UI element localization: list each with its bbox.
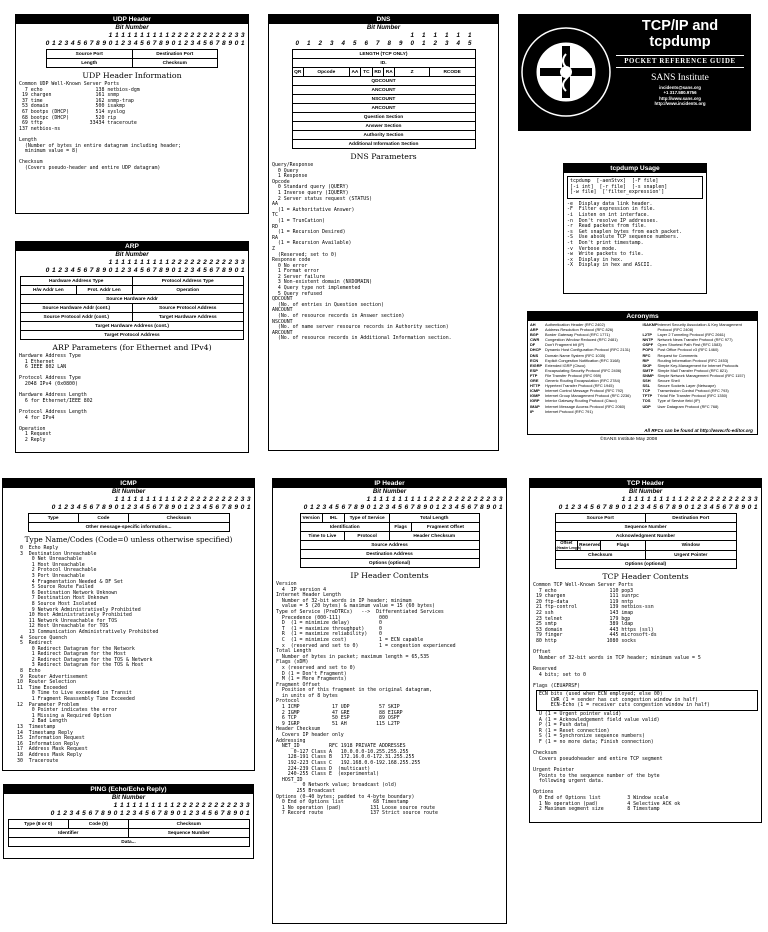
- udp-info-title: UDP Header Information: [82, 71, 182, 80]
- acronym-expansion: Trivial File Transfer Protocol (RFC 1350): [657, 393, 728, 399]
- field-id: ID.: [292, 59, 475, 68]
- bit-number-label: Bit Number: [628, 488, 663, 495]
- icmp-codes-text: 0 Echo Reply 3 Destination Unreachable 0 Net Unreachable 1 Host Unreachable 2 Protocol Unreachable 3 Port Unreachable 4 Fragmentation Needed & DF Set 5 Source Route Failed 6 Destination Network Unknown 7 Destination Host Unknown 8 Source Host Isolated 9 Network Administratively Prohibited 10 Host Administratively Prohibited 11 Network Unreachable for TOS 12 Host Unreachable for TOS 13 Communication Administratively Prohibited 4 Source Quench 5 Redirect 0 Redirect Datagram for the Network 1 Redirect Datagram for the Host 2 Redirect Datagram for the TOS & Network 3 Redirect Datagram for the TOS & Host 8 Echo 9 Router Advertisement 10 Router Selection 11 Time Exceeded 0 Time to Live exceeded in Transit 1 Fragment Reassembly Time Exceeded 12 Parameter Problem 0 Pointer indicates the error 1 Missing a Required Option 2 Bad Length 13 Timestamp 14 Timestamp Reply 15 Information Request 16 Information Reply 17 Address Mask Request 18 Address Mask Reply 30 Traceroute: [17, 545, 159, 764]
- field-ihl: IHL: [322, 514, 344, 523]
- acronym-expansion: Simple Mail Transfer Protocol (RFC 821): [657, 367, 728, 373]
- field-ancount: ANCOUNT: [292, 86, 475, 95]
- bit-number-label: Bit Number: [115, 251, 149, 258]
- bit-ones-digit: 2: [433, 40, 437, 47]
- acronym-expansion: Protocol (RFC 2408): [657, 327, 694, 333]
- field-acknowledgment-number: Acknowledgment Number: [555, 532, 736, 541]
- bit-tens-digit: [384, 32, 396, 40]
- bit-ruler-ones: 0 1 2 3 4 5 6 7 8 9 0 1 2 3 4 5 6 7 8 9 0 1 2 3 4 5 6 7 8 9 0 1: [303, 504, 503, 511]
- field-window: Window: [646, 541, 737, 551]
- field-offset-sub: (Header Length): [556, 545, 581, 550]
- field-prot-addr-len: Prot. Addr Len: [76, 286, 132, 295]
- ip-contents-text: Version 4 IP version 4 Internet Header Length Number of 32-bit words in IP header; minimum value = 5 (20 bytes) & maximum value = 15 (60 bytes) Type of Service (PreDTRCx) --> Differentiated Services Precedence (000-111) 000 D (1 = minimize delay) 0 T (1 = maximize throughput) 0 R (1 = maximize reliability) 0 C (1 = minimize cost) 1 = ECN capable x (reserved and set to 0) 1 = congestion experienced Total Length Number of bytes in packet; maximum length = 65,535 Flags (xDM) x (reserved and set to 0) D (1 = Don't Fragment) M (1 = More Fragments) Fragment Offset Position of this fragment in the original datagram, in units of 8 bytes Protocol 1 ICMP 17 UDP 57 SKIP 2 IGMP 47 GRE 88 EIGRP 6 TCP 50 ESP 89 OSPF 9 IGRP 51 AH 115 L2TP Header Checksum Covers IP header only Addressing NET_ID RFC 1918 PRIVATE ADDRESSES 0-127 Class A 10.0.0.0-10.255.255.255 128-191 Class B 172.16.0.0-172.31.255.255 192-223 Class C 192.168.0.0-192.168.255.255 224-239 Class D (multicast) 240-255 Class E (experimental) HOST_ID 0 Network value; broadcast (old) 255 Broadcast Options (0-40 bytes; padded to 4-byte boundary) 0 End of Options list 68 Timestamp 1 No operation (pad) 131 Loose source route 7 Record route 137 Strict source route: [276, 581, 456, 817]
- acronym-expansion: Hypertext Transfer Protocol (RFC 1945): [545, 383, 614, 389]
- acronym-abbr: SNMP: [642, 372, 654, 378]
- acronym-abbr: FTP: [530, 372, 538, 378]
- ping-field-diagram: [8, 819, 250, 847]
- bit-ones-digit: 3: [445, 40, 449, 47]
- acronym-abbr: ARP: [530, 327, 539, 333]
- ip-field-diagram: [300, 513, 480, 568]
- acronym-expansion: Extended IGRP (Cisco): [545, 362, 586, 368]
- tcpdump-usage: tcpdump [-aenStvx] [-F file] [-i int] [-r file] [-s snaplen] [-w file] ['filter_expression']: [567, 176, 703, 199]
- acronym-abbr: TFTP: [642, 393, 653, 399]
- acronym-expansion: Transmission Control Protocol (RFC 793): [657, 388, 729, 394]
- acronyms-left-column: [530, 322, 643, 414]
- dns-field-diagram: [292, 49, 476, 149]
- field-source-port: Source Port: [47, 50, 133, 59]
- tcp-contents-text-2: U (1 = Urgent pointer valid) A (1 = Acknowledgement field value valid) P (1 = Push data) R (1 = Reset connection) S (1 = Synchronize sequence numbers) F (1 = no more data; Finish connection) Checksum Covers pseudoheader and entire TCP segment Urgent Pointer Points to the sequence number of the byte following urgent data. Options 0 End of Options list 3 Window scale 1 No operation (pad) 4 Selective ACK ok 2 Maximum segment size 8 Timestamp: [533, 711, 681, 813]
- field-options: Options (optional): [300, 559, 479, 568]
- acronym-abbr: SSL: [642, 383, 651, 389]
- field-ra: RA: [384, 68, 395, 77]
- acronym-abbr: GRE: [530, 378, 539, 384]
- bit-ruler-ones: 0 1 2 3 4 5 6 7 8 9 0 1 2 3 4 5 6 7 8 9 0 1 2 3 4 5 6 7 8 9 0 1: [558, 504, 758, 511]
- bit-ones-digit: 5: [353, 40, 357, 47]
- acronym-abbr: POP3: [642, 347, 653, 353]
- field-operation: Operation: [132, 286, 244, 295]
- acronym-abbr: OSPF: [642, 342, 654, 348]
- bit-ones-digit: 1: [307, 40, 311, 47]
- field-source-protocol-address: Source Protocol Address: [132, 304, 244, 313]
- bit-tens-digit: [326, 32, 338, 40]
- field-tc: TC: [361, 68, 372, 77]
- acronym-expansion: Post Office Protocol v3 (RFC 1460): [657, 347, 719, 353]
- bit-tens-digit: 1: [433, 32, 437, 39]
- acronym-expansion: Type of Service field (IP): [657, 398, 700, 404]
- acronym-expansion: Simple Key-Management for Internet Protocols: [657, 362, 739, 368]
- tcpdump-header-title: tcpdump Usage: [564, 164, 706, 173]
- ping-panel: [3, 784, 254, 859]
- bit-ones-digit: 7: [376, 40, 380, 47]
- field-type: Type (8 or 0): [8, 820, 68, 829]
- ip-header-title: IP Header: [273, 479, 506, 488]
- field-destination-port: Destination Port: [646, 514, 737, 523]
- acronym-abbr: ECN: [530, 357, 539, 363]
- acronym-abbr: IGMP: [530, 393, 540, 399]
- field-identifier: Identifier: [8, 829, 129, 838]
- icmp-panel: [2, 478, 255, 771]
- acronym-expansion: File Transfer Protocol (RFC 959): [545, 372, 602, 378]
- field-header-checksum: Header Checksum: [390, 532, 480, 541]
- bit-ruler-tens: 1 1 1 1 1 1 1 1 1 1 2 2 2 2 2 2 2 2 2 2 3 3: [621, 496, 758, 503]
- field-checksum: Checksum: [555, 551, 646, 560]
- dns-params-text: Query/Response 0 Query 1 Response Opcode 0 Standard query (QUERY) 1 Inverse query (IQUERY) 2 Server status request (STATUS) AA (1 = Authoritative Answer) TC (1 = TrunCation) RD (1 = Recursion Desired) RA (1 = Recursion Available) Z (Reserved; set to 0) Response code 0 No error 1 Format error 2 Server failure 3 Non-existent domain (NXDOMAIN) 4 Query type not implemented 5 Query refused QDCOUNT (No. of entries in Question section) ANCOUNT (No. of resource records in Answer section) NSCOUNT (No. of name server resource records in Authority section) ARCOUNT (No. of resource records in Additional Information section.: [272, 162, 452, 342]
- field-options: Options (optional): [555, 560, 736, 569]
- field-checksum: Checksum: [129, 820, 250, 829]
- acronym-abbr: IMAP: [530, 403, 540, 409]
- field-flags: Flags: [390, 523, 412, 532]
- field-checksum: Checksum: [129, 514, 230, 523]
- dns-bit-ruler-ones: [269, 40, 498, 48]
- field-target-hardware-address: Target Hardware Address: [132, 313, 244, 322]
- copyright: ©SANS Institute May 2008: [600, 437, 658, 442]
- bit-tens-digit: [303, 32, 315, 40]
- field-length-tcp-only: LENGTH (TCP ONLY): [292, 50, 475, 59]
- cover-title-line1: TCP/IP and: [641, 18, 719, 34]
- acronym-expansion: Don't Fragment bit (IP): [545, 342, 585, 348]
- field-opcode: Opcode: [303, 68, 349, 77]
- acronym-expansion: Secure Shell: [657, 378, 680, 384]
- arp-header-title: ARP: [16, 242, 248, 251]
- field-qdcount: QDCOUNT: [292, 77, 475, 86]
- bit-ones-digit: 5: [468, 40, 472, 47]
- acronym-expansion: Domain Name System (RFC 1035): [545, 352, 606, 358]
- acronym-abbr: IGRP: [530, 398, 540, 404]
- bit-tens-digit: [315, 32, 327, 40]
- field-total-length: Total Length: [390, 514, 480, 523]
- field-protocol-address-type: Protocol Address Type: [132, 277, 244, 286]
- acronym-abbr: TOS: [642, 398, 651, 404]
- acronym-abbr: EIGRP: [530, 362, 543, 368]
- ip-panel: [272, 478, 507, 924]
- field-version: Version: [300, 514, 322, 523]
- acronym-abbr: IP: [530, 408, 534, 414]
- udp-field-diagram: [46, 49, 218, 68]
- acronym-expansion: Authentication Header (RFC 2402): [545, 322, 605, 327]
- acronym-abbr: UDP: [642, 403, 651, 409]
- field-data: Data...: [8, 838, 249, 847]
- bit-number-label: Bit Number: [366, 24, 401, 31]
- acronym-expansion: Secure Sockets Layer (Netscape): [657, 383, 716, 389]
- bit-ruler-ones: 0 1 2 3 4 5 6 7 8 9 0 1 2 3 4 5 6 7 8 9 0 1 2 3 4 5 6 7 8 9 0 1: [51, 504, 251, 511]
- field-hw-addr-len: H/w Addr Len: [21, 286, 77, 295]
- cover-subtitle: POCKET REFERENCE GUIDE: [616, 55, 744, 68]
- bit-ones-digit: 6: [364, 40, 368, 47]
- acronym-expansion: Interior Gateway Routing Protocol (Cisco): [545, 398, 617, 404]
- cover-title-line2: tcpdump: [649, 34, 711, 50]
- field-source-hardware-addr-cont: Source Hardware Addr (cont.): [21, 304, 133, 313]
- acronym-expansion: Generic Routing Encapsulation (RFC 2784): [545, 378, 621, 384]
- acronym-row: [530, 409, 643, 414]
- ping-header-title: PING (Echo/Echo Reply): [4, 785, 253, 794]
- arp-params-text: Hardware Address Type 1 Ethernet 6 IEEE 802 LAN Protocol Address Type 2048 IPv4 (0x0800) Hardware Address Length 6 for Ethernet/IEEE 802 Protocol Address Length 4 for IPv4 Operation 1 Request 2 Reply: [19, 353, 93, 443]
- field-code: Code: [78, 514, 128, 523]
- acronym-abbr: ISAKMP: [642, 322, 658, 327]
- contact-email[interactable]: incidents@sans.org: [659, 85, 701, 90]
- acronym-expansion: Open Shortest Path First (RFC 1583): [657, 342, 722, 348]
- field-protocol: Protocol: [345, 532, 390, 541]
- field-answer-section: Answer Section: [292, 122, 475, 131]
- acronym-expansion: Explicit Congestion Notification (RFC 3168): [545, 357, 620, 363]
- dns-bit-ruler-tens: [269, 32, 498, 40]
- field-code: Code (0): [68, 820, 128, 829]
- arp-field-diagram: [20, 276, 244, 340]
- bit-tens-digit: [349, 32, 361, 40]
- acronym-expansion: User Datagram Protocol (RFC 768): [657, 403, 719, 409]
- field-additional-section: Additional Information Section: [292, 140, 475, 149]
- bit-tens-digit: [395, 32, 407, 40]
- acronym-expansion: Internet Group Management Protocol (RFC 2236): [545, 393, 631, 399]
- field-destination-address: Destination Address: [300, 550, 479, 559]
- field-z: Z: [395, 68, 429, 77]
- ip-contents-title: IP Header Contents: [350, 571, 429, 580]
- field-destination-port: Destination Port: [132, 50, 218, 59]
- acronym-expansion: Network News Transfer Protocol (RFC 977): [657, 337, 733, 343]
- dns-panel: [268, 14, 499, 451]
- acronym-expansion: Request for Comments: [657, 352, 698, 358]
- bit-ones-digit: 3: [330, 40, 334, 47]
- bit-ones-digit: 8: [387, 40, 391, 47]
- tcp-header-title: TCP Header: [530, 479, 761, 488]
- field-sequence-number: Sequence Number: [129, 829, 250, 838]
- acronym-abbr: SMTP: [642, 367, 654, 373]
- acronym-abbr: TCP: [642, 388, 651, 394]
- bit-ones-digit: 0: [410, 40, 414, 47]
- field-checksum: Checksum: [132, 59, 218, 68]
- field-type-of-service: Type of Service: [345, 514, 390, 523]
- acronym-expansion: Border Gateway Protocol (RFC 1771): [545, 332, 610, 338]
- acronym-abbr: DHCP: [530, 347, 542, 353]
- acronym-abbr: RIP: [642, 357, 649, 363]
- field-fragment-offset: Fragment Offset: [412, 523, 479, 532]
- acronym-expansion: Routing Information Protocol (RFC 2453): [657, 357, 729, 363]
- bit-tens-digit: [338, 32, 350, 40]
- acronym-abbr: SKIP: [642, 362, 652, 368]
- bit-ruler-tens: 1 1 1 1 1 1 1 1 1 1 2 2 2 2 2 2 2 2 2 2 3 3: [114, 496, 251, 503]
- tcp-contents-title: TCP Header Contents: [602, 572, 689, 581]
- bit-ruler-ones: 0 1 2 3 4 5 6 7 8 9 0 1 2 3 4 5 6 7 8 9 0 1 2 3 4 5 6 7 8 9 0 1: [45, 267, 245, 274]
- arp-panel: [15, 241, 249, 453]
- bit-tens-digit: [372, 32, 384, 40]
- bit-ones-digit: 2: [318, 40, 322, 47]
- cover-contact: [612, 85, 748, 106]
- arp-params-title: ARP Parameters (for Ethernet and IPv4): [52, 343, 212, 352]
- acronym-abbr: SSH: [642, 378, 651, 384]
- field-time-to-live: Time to Live: [300, 532, 345, 541]
- acronym-expansion: Internet Control Message Protocol (RFC 792): [545, 388, 624, 394]
- acronym-expansion: Encapsulating Security Protocol (RFC 2406): [545, 367, 622, 373]
- dns-params-title: DNS Parameters: [350, 152, 417, 161]
- acronym-abbr: CWR: [530, 337, 540, 343]
- bit-ones-digit: 4: [456, 40, 460, 47]
- bit-number-label: Bit Number: [111, 794, 146, 801]
- tcpdump-panel: [563, 163, 707, 294]
- bit-tens-digit: [292, 32, 304, 40]
- field-rd: RD: [372, 68, 383, 77]
- bit-tens-digit: [361, 32, 373, 40]
- icmp-header-title: ICMP: [3, 479, 254, 488]
- field-offset-label: Offset: [560, 540, 573, 545]
- bit-tens-digit: 1: [468, 32, 472, 39]
- field-target-hardware-address-cont: Target Hardware Address (cont.): [21, 322, 244, 331]
- acronym-expansion: Layer 2 Tunneling Protocol (RFC 2661): [657, 332, 726, 338]
- icmp-field-diagram: [28, 513, 230, 532]
- acronyms-header-title: Acronyms: [528, 312, 757, 321]
- acronyms-panel: [527, 311, 758, 435]
- contact-url-incidents[interactable]: http://www.incidents.org: [654, 100, 706, 106]
- field-qr: QR: [292, 68, 303, 77]
- field-arcount: ARCOUNT: [292, 104, 475, 113]
- acronym-abbr: DF: [530, 342, 536, 348]
- contact-phone: +1 317.580.9756: [663, 90, 697, 96]
- bit-ruler-ones: 0 1 2 3 4 5 6 7 8 9 0 1 2 3 4 5 6 7 8 9 0 1 2 3 4 5 6 7 8 9 0 1: [50, 810, 250, 817]
- acronym-expansion: Address Resolution Protocol (RFC 826): [545, 327, 614, 333]
- udp-panel: [15, 14, 249, 214]
- cover-org: SANS Institute: [651, 73, 709, 83]
- acronym-abbr: AH: [530, 322, 536, 327]
- acronyms-footer: All RFCs can be found at http://www.rfc-editor.org: [644, 428, 753, 433]
- icmp-codes-title: Type Name/Codes (Code=0 unless otherwise specified): [24, 535, 233, 544]
- bit-ones-digit: 9: [399, 40, 403, 47]
- acronym-abbr: DNS: [530, 352, 539, 358]
- acronym-expansion: Internet Security Association & Key Management: [657, 322, 742, 327]
- sans-seal-logo: [520, 15, 612, 130]
- bit-number-label: Bit Number: [111, 488, 146, 495]
- bit-ruler-tens: 1 1 1 1 1 1 1 1 1 1 2 2 2 2 2 2 2 2 2 2 3 3: [113, 802, 250, 809]
- field-question-section: Question Section: [292, 113, 475, 122]
- field-aa: AA: [349, 68, 360, 77]
- bit-tens-digit: 1: [456, 32, 460, 39]
- field-offset: [555, 540, 581, 551]
- field-flags: Flags: [600, 541, 645, 551]
- field-target-protocol-address: Target Protocol Address: [21, 331, 244, 340]
- bit-number-label: Bit Number: [115, 24, 149, 31]
- bit-tens-digit: 1: [410, 32, 414, 39]
- tcp-panel: [529, 478, 762, 823]
- udp-header-title: UDP Header: [16, 15, 248, 24]
- field-urgent-pointer: Urgent Pointer: [646, 551, 737, 560]
- udp-info-text: Common UDP Well-Known Server Ports 7 echo 138 netbios-dgm 19 chargen 161 snmp 37 time 162 snmp-trap 53 domain 500 isakmp 67 bootps (DHCP) 514 syslog 68 bootpc (DHCP) 520 rip 69 tftp 33434 traceroute 137 netbios-ns Length (Number of bytes in entire datagram including header; minimum value = 8) Checksum (Covers pseudo-header and entire UDP datagram): [19, 81, 181, 171]
- dns-header-title: DNS: [269, 15, 498, 24]
- field-type: Type: [28, 514, 78, 523]
- tcp-contents-text: Common TCP Well-Known Server Ports 7 echo 110 pop3 19 chargen 111 sunrpc 20 ftp-data 119 nntp 21 ftp-control 139 netbios-ssn 22 ssh 143 imap 23 telnet 179 bgp 25 smtp 389 ldap 53 domain 443 https (ssl) 79 finger 445 microsoft-ds 80 http 1080 socks Offset Number of 32-bit words in TCP header; minimum value = 5 Reserved 4 bits; set to 0 Flags (CEUAPRSF): [533, 582, 701, 689]
- tcp-field-diagram: [555, 513, 737, 569]
- acronym-abbr: NNTP: [642, 337, 654, 343]
- bit-ones-digit: 4: [341, 40, 345, 47]
- bit-tens-digit: 1: [445, 32, 449, 39]
- bit-ruler-tens: 1 1 1 1 1 1 1 1 1 1 2 2 2 2 2 2 2 2 2 2 3 3: [366, 496, 503, 503]
- tcp-ecn-box: ECN bits (used when ECN employed; else 00) CWR (1 = sender has cut congestion window in half) ECN-Echo (1 = receiver cuts congestion window in half): [536, 690, 758, 711]
- bit-ones-digit: 0: [295, 40, 299, 47]
- acronym-abbr: BGP: [530, 332, 539, 338]
- acronyms-right-column: [643, 322, 756, 414]
- bit-ruler-ones: 0 1 2 3 4 5 6 7 8 9 0 1 2 3 4 5 6 7 8 9 0 1 2 3 4 5 6 7 8 9 0 1: [45, 40, 245, 47]
- cover-banner: [518, 14, 751, 131]
- acronym-abbr: L2TP: [642, 332, 653, 338]
- field-nscount: NSCOUNT: [292, 95, 475, 104]
- acronym-abbr: HTTP: [530, 383, 541, 389]
- bit-ones-digit: 1: [422, 40, 426, 47]
- field-source-protocol-addr-cont: Source Protocol Addr (cont.): [21, 313, 133, 322]
- field-sequence-number: Sequence Number: [555, 523, 736, 532]
- acronym-expansion: Congestion Window Reduced (RFC 2481): [545, 337, 618, 343]
- field-source-hardware-addr: Source Hardware Addr: [21, 295, 244, 304]
- bit-number-label: Bit Number: [372, 488, 407, 495]
- contact-url-sans[interactable]: http://www.sans.org: [659, 95, 701, 101]
- bit-tens-digit: 1: [422, 32, 426, 39]
- bit-ruler-tens: 1 1 1 1 1 1 1 1 1 1 2 2 2 2 2 2 2 2 2 2 3 3: [108, 259, 245, 266]
- field-length: Length: [47, 59, 133, 68]
- field-source-address: Source Address: [300, 541, 479, 550]
- acronym-abbr: ICMP: [530, 388, 540, 394]
- field-source-port: Source Port: [555, 514, 646, 523]
- bit-ruler-tens: 1 1 1 1 1 1 1 1 1 1 2 2 2 2 2 2 2 2 2 2 3 3: [108, 32, 245, 39]
- acronym-row: [643, 404, 756, 409]
- field-hardware-address-type: Hardware Address Type: [21, 277, 133, 286]
- acronym-expansion: Simple Network Management Protocol (RFC 1157): [657, 372, 746, 378]
- field-identification: Identification: [300, 523, 390, 532]
- field-other-info: Other message-specific information...: [28, 523, 229, 532]
- field-rcode: RCODE: [429, 68, 475, 77]
- tcpdump-options: -e Display data link header. -F Filter expression in file. -i Listen on int interface. -n Don't resolve IP addresses. -r Read packets from file. -s Get snaplen bytes from each packet. -S Use absolute TCP sequence numbers. -t Don't print timestamp. -v Verbose mode. -w Write packets to file. -x Display in hex. -X Display in hex and ASCII.: [567, 200, 682, 269]
- field-reserved: Reserved: [578, 541, 601, 551]
- acronym-abbr: RFC: [642, 352, 651, 358]
- acronym-expansion: Dynamic Host Configuration Protocol (RFC 2131): [545, 347, 631, 353]
- acronym-expansion: Internet Protocol (RFC 791): [545, 408, 593, 414]
- field-authority-section: Authority Section: [292, 131, 475, 140]
- acronym-expansion: Internet Message Access Protocol (RFC 2060): [545, 403, 626, 409]
- acronym-abbr: ESP: [530, 367, 538, 373]
